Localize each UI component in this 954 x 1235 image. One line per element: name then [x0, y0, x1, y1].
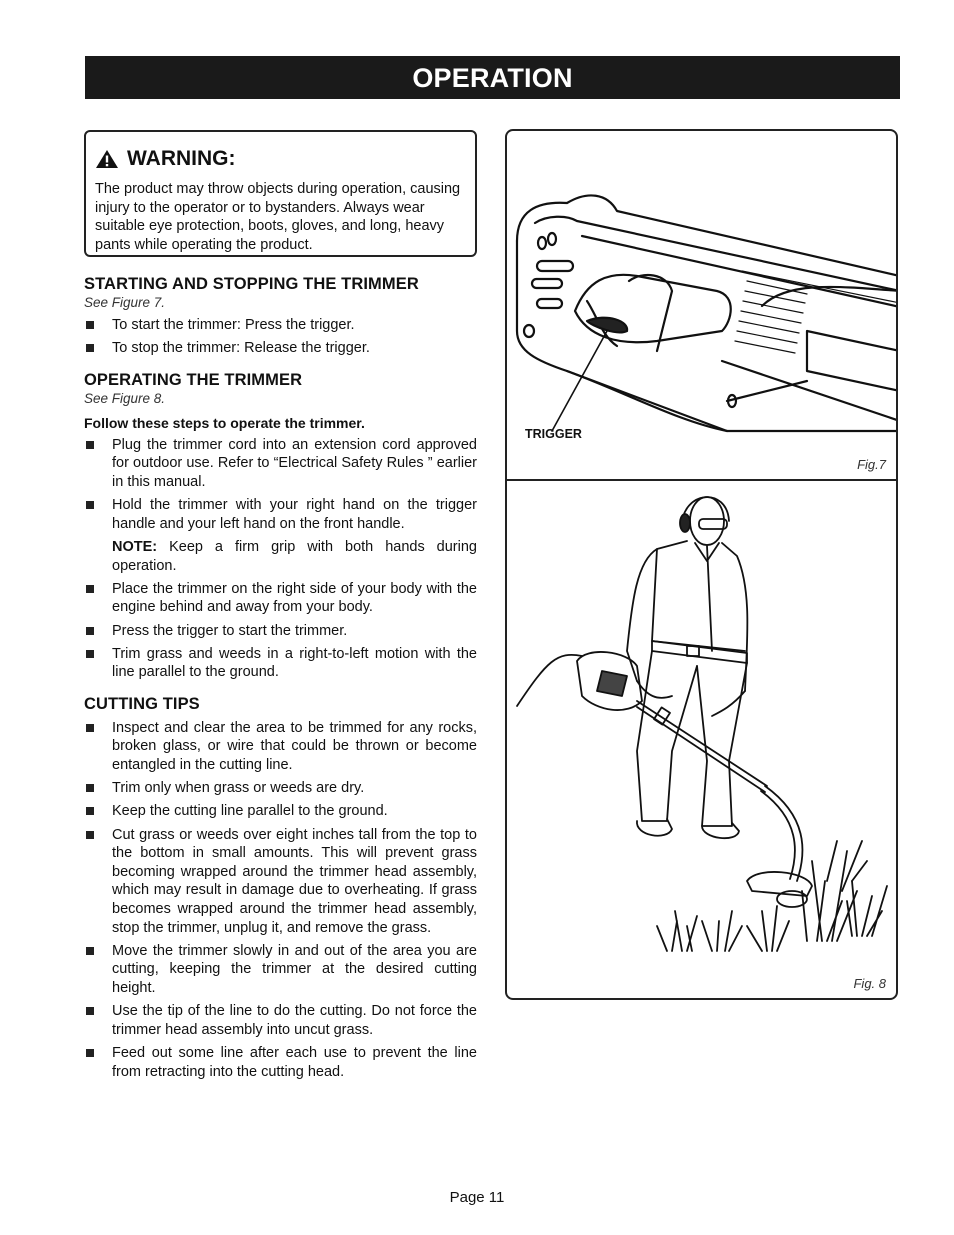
- note-text: Keep a firm grip with both hands during operation.: [112, 538, 477, 574]
- list-item: Move the trimmer slowly in and out of the area you are cutting, keeping the trimmer at the desired cutting height.: [84, 942, 477, 998]
- warning-text: The product may throw objects during operation, causing injury to the operator or to bystanders. Always wear suitable eye protection, boots, gloves, and long, heavy pants while operating the product.: [95, 181, 461, 253]
- list-item: Press the trigger to start the trimmer.: [84, 622, 477, 641]
- trigger-handle-illustration: [507, 131, 898, 477]
- list-item: Trim only when grass or weeds are dry.: [84, 779, 477, 798]
- starting-figure-ref: See Figure 7.: [84, 295, 166, 310]
- list-item: Hold the trimmer with your right hand on the trigger handle and your left hand on the front handle.: [84, 496, 477, 533]
- section-title: OPERATION: [85, 56, 900, 99]
- fig7-caption: Fig.7: [857, 457, 886, 472]
- starting-section: [84, 275, 477, 358]
- operating-heading: OPERATING THE TRIMMER: [84, 370, 303, 389]
- list-item: Place the trimmer on the right side of your body with the engine behind and away from your body.: [84, 580, 477, 617]
- operating-section: [84, 371, 477, 682]
- operating-figure-ref: See Figure 8.: [84, 390, 166, 406]
- fig8-caption: Fig. 8: [853, 976, 886, 991]
- cutting-section: [84, 695, 477, 1081]
- list-item: Keep the cutting line parallel to the ground.: [84, 802, 477, 821]
- list-item: Inspect and clear the area to be trimmed for any rocks, broken glass, or wire that could be thrown or become entangled in the cutting line.: [84, 719, 477, 775]
- starting-heading: STARTING AND STOPPING THE TRIMMER: [84, 275, 419, 293]
- warning-triangle-icon: [95, 149, 119, 169]
- trigger-label: TRIGGER: [525, 427, 582, 441]
- list-item: To stop the trimmer: Release the trigger.: [84, 339, 477, 358]
- note-label: NOTE:: [112, 538, 158, 555]
- warning-box: [84, 130, 477, 257]
- figures-box: [505, 129, 898, 1000]
- cutting-heading: CUTTING TIPS: [84, 694, 200, 713]
- operator-illustration: [507, 481, 898, 1000]
- operating-lead: Follow these steps to operate the trimmer.: [84, 414, 365, 431]
- list-item: Trim grass and weeds in a right-to-left motion with the line parallel to the ground.: [84, 645, 477, 682]
- warning-header: [95, 147, 466, 171]
- list-item: Use the tip of the line to do the cutting. Do not force the trimmer head assembly into uncut grass.: [84, 1002, 477, 1039]
- list-item: To start the trimmer: Press the trigger.: [84, 316, 477, 335]
- list-item: Plug the trimmer cord into an extension cord approved for outdoor use. Refer to “Electrical Safety Rules ” earlier in this manual.: [84, 436, 477, 492]
- left-column: [84, 130, 477, 1081]
- list-item: Cut grass or weeds over eight inches tall from the top to the bottom in small amounts. This will prevent grass becoming wrapped around the trimmer head assembly, which may result in damage due to overheating. If grass becomes wrapped around the trimmer head assembly, stop the trimmer, unplug it, and remove the grass.: [84, 826, 477, 938]
- page-number: Page 11: [449, 1189, 505, 1206]
- warning-title: WARNING:: [127, 147, 236, 170]
- operating-note: [84, 538, 477, 575]
- list-item: Feed out some line after each use to prevent the line from retracting into the cutting head.: [84, 1044, 477, 1081]
